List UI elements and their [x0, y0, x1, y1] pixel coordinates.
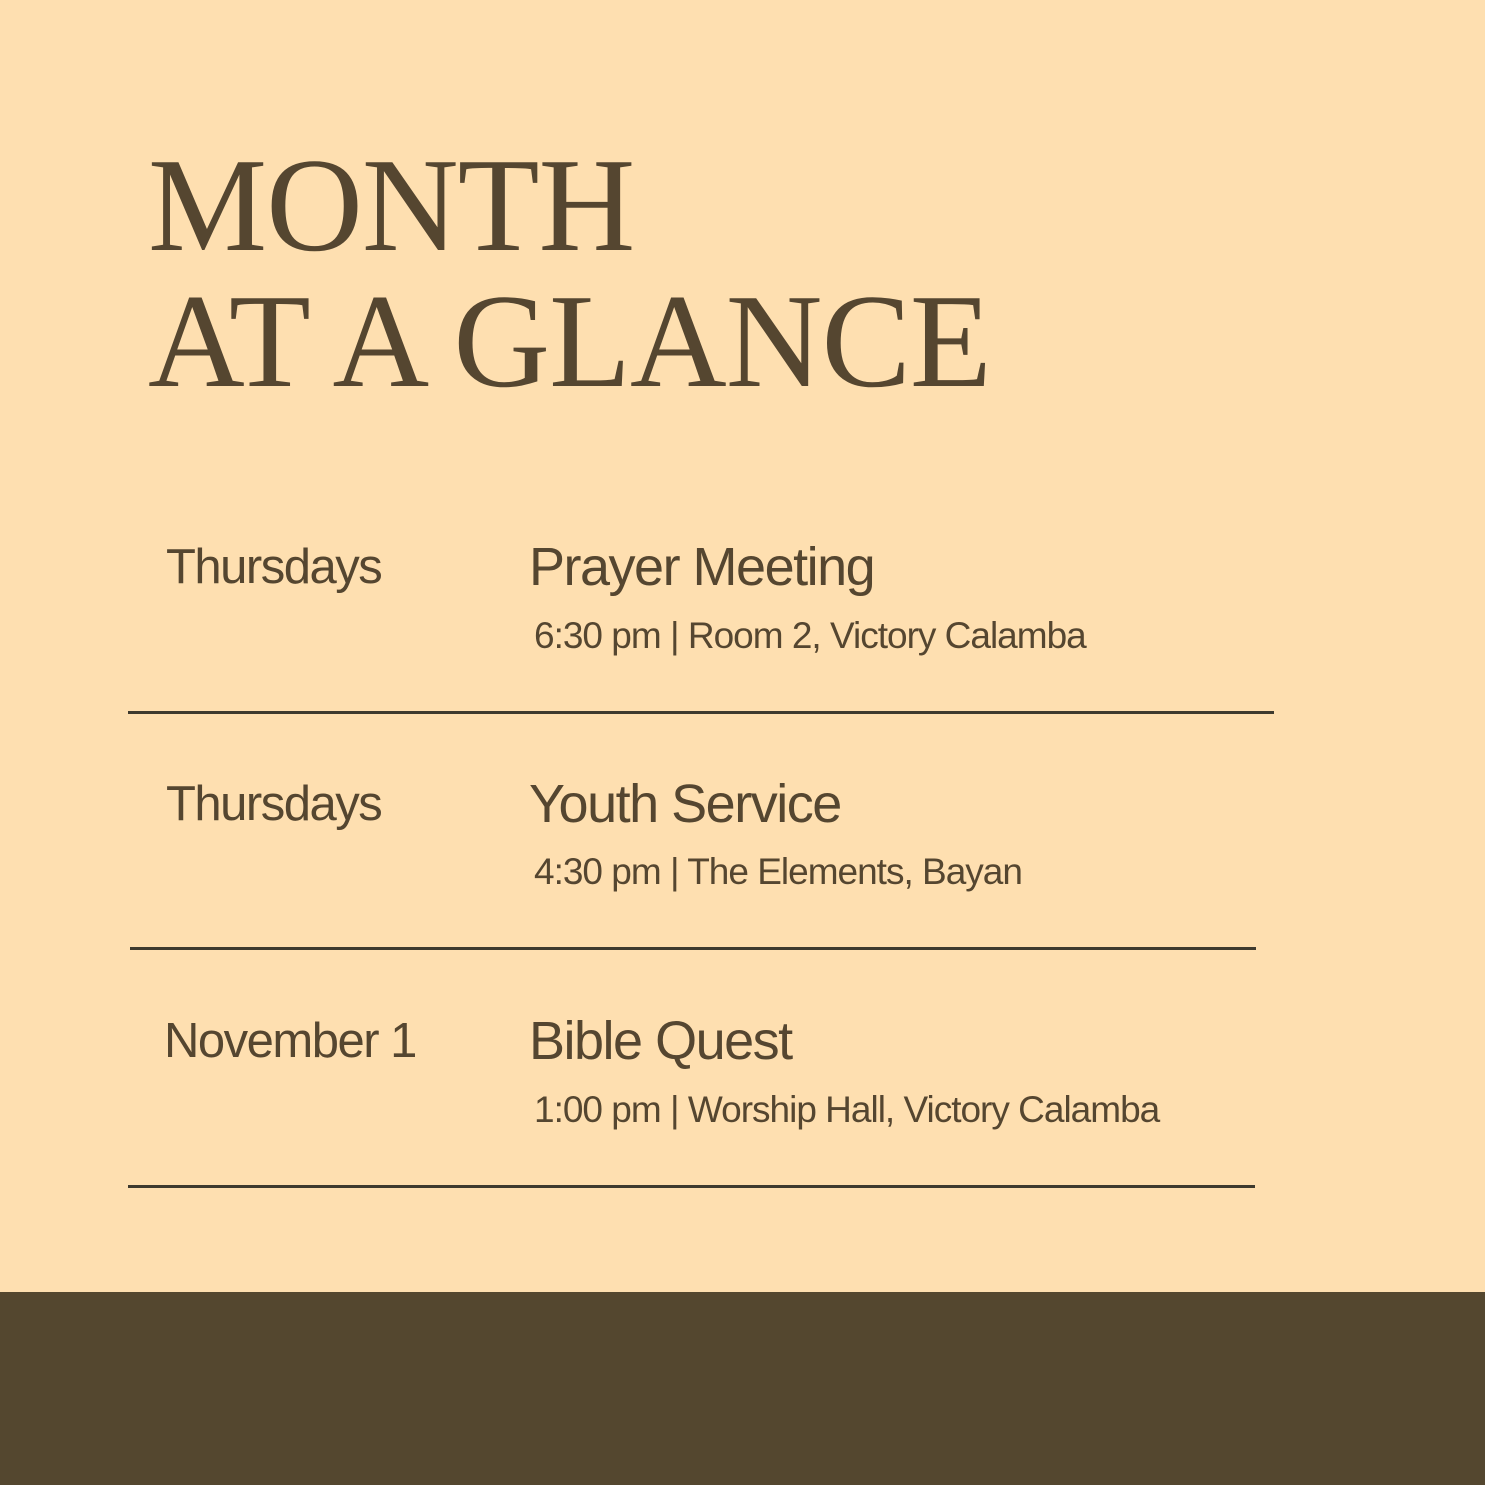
- divider: [130, 947, 1256, 950]
- footer-band: [0, 1292, 1485, 1485]
- event-name: Prayer Meeting: [529, 537, 875, 597]
- event-name: Youth Service: [529, 774, 841, 834]
- page-title: [148, 131, 991, 415]
- event-when: Thursdays: [166, 540, 382, 594]
- event-when: November 1: [164, 1014, 416, 1068]
- title-line-1: MONTH: [148, 131, 635, 279]
- event-detail: 1:00 pm | Worship Hall, Victory Calamba: [534, 1089, 1160, 1130]
- event-detail: 4:30 pm | The Elements, Bayan: [534, 851, 1022, 892]
- event-when: Thursdays: [166, 777, 382, 831]
- divider: [128, 1185, 1255, 1188]
- event-name: Bible Quest: [529, 1011, 792, 1071]
- divider: [128, 711, 1274, 714]
- event-detail: 6:30 pm | Room 2, Victory Calamba: [534, 615, 1086, 656]
- title-line-2: AT A GLANCE: [148, 267, 991, 415]
